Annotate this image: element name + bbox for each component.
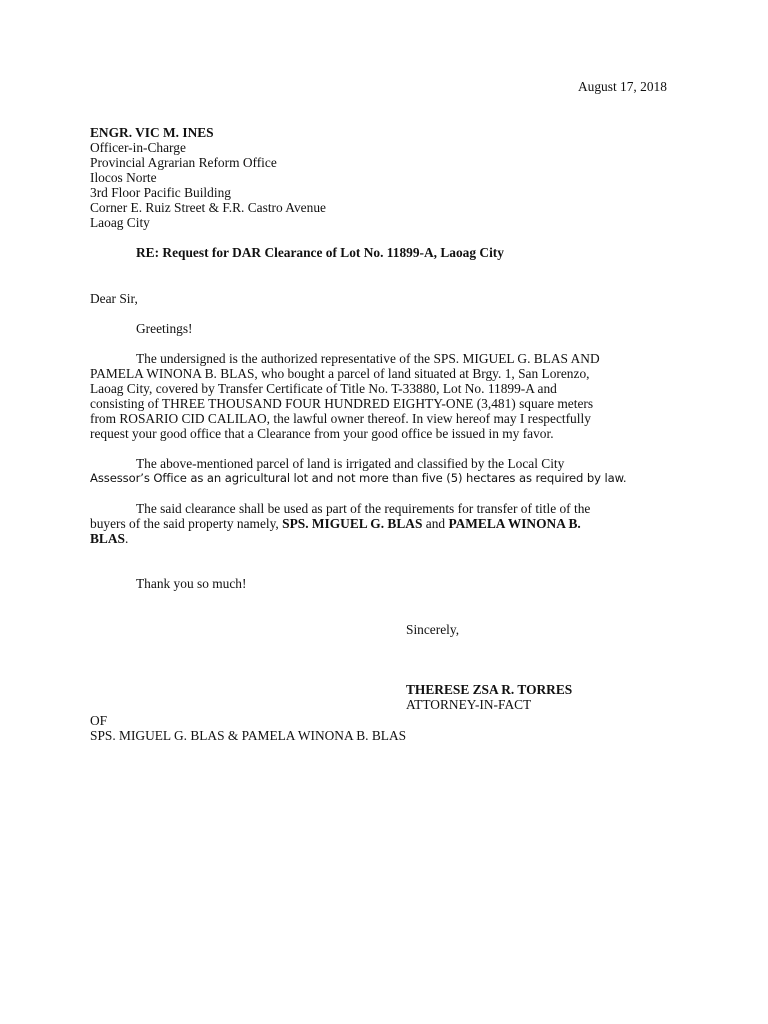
buyer-name: SPS. MIGUEL G. BLAS <box>282 516 423 531</box>
paragraph1-line: from ROSARIO CID CALILAO, the lawful owner thereof. In view hereof may I respectfully <box>90 411 591 426</box>
paragraph3-text: . <box>124 531 129 546</box>
signatory-name: THERESE ZSA R. TORRES <box>406 682 573 697</box>
addressee-line: Provincial Agrarian Reform Office <box>90 155 277 170</box>
addressee-line: Laoag City <box>90 215 150 230</box>
addressee-line: Ilocos Norte <box>90 170 157 185</box>
paragraph1-line: PAMELA WINONA B. BLAS, who bought a parcel of land situated at Brgy. 1, San Lorenzo, <box>90 366 590 381</box>
greeting: Greetings! <box>136 321 193 336</box>
addressee-name: ENGR. VIC M. INES <box>90 125 214 140</box>
paragraph3-line <box>90 516 581 531</box>
paragraph1-line: Laoag City, covered by Transfer Certificate of Title No. T-33880, Lot No. 11899-A and <box>90 381 557 396</box>
paragraph2-line: Assessor’s Office as an agricultural lot and not more than five (5) hectares as required by law. <box>90 471 627 485</box>
paragraph1-line: consisting of THREE THOUSAND FOUR HUNDRED EIGHTY-ONE (3,481) square meters <box>90 396 594 411</box>
subject-line: RE: Request for DAR Clearance of Lot No. 11899-A, Laoag City <box>136 245 504 260</box>
paragraph3-line: The said clearance shall be used as part of the requirements for transfer of title of the <box>136 501 591 516</box>
buyer-name: PAMELA WINONA B. <box>448 516 581 531</box>
closing-thanks: Thank you so much! <box>136 576 247 591</box>
principals: SPS. MIGUEL G. BLAS & PAMELA WINONA B. BLAS <box>90 728 407 743</box>
of-label: OF <box>90 713 108 728</box>
paragraph3-line <box>90 531 128 546</box>
closing: Sincerely, <box>406 622 460 637</box>
paragraph1-line: The undersigned is the authorized representative of the SPS. MIGUEL G. BLAS AND <box>136 351 600 366</box>
signatory-title: ATTORNEY-IN-FACT <box>406 697 532 712</box>
letter-date: August 17, 2018 <box>578 79 667 94</box>
paragraph3-text: buyers of the said property namely, <box>90 516 283 531</box>
addressee-line: Corner E. Ruiz Street & F.R. Castro Avenue <box>90 200 326 215</box>
salutation: Dear Sir, <box>90 291 138 306</box>
paragraph2-line: The above-mentioned parcel of land is irrigated and classified by the Local City <box>136 456 565 471</box>
buyer-name: BLAS <box>90 531 125 546</box>
paragraph3-text: and <box>422 516 449 531</box>
addressee-line: 3rd Floor Pacific Building <box>90 185 231 200</box>
paragraph1-line: request your good office that a Clearance from your good office be issued in my favor. <box>90 426 554 441</box>
addressee-line: Officer-in-Charge <box>90 140 186 155</box>
